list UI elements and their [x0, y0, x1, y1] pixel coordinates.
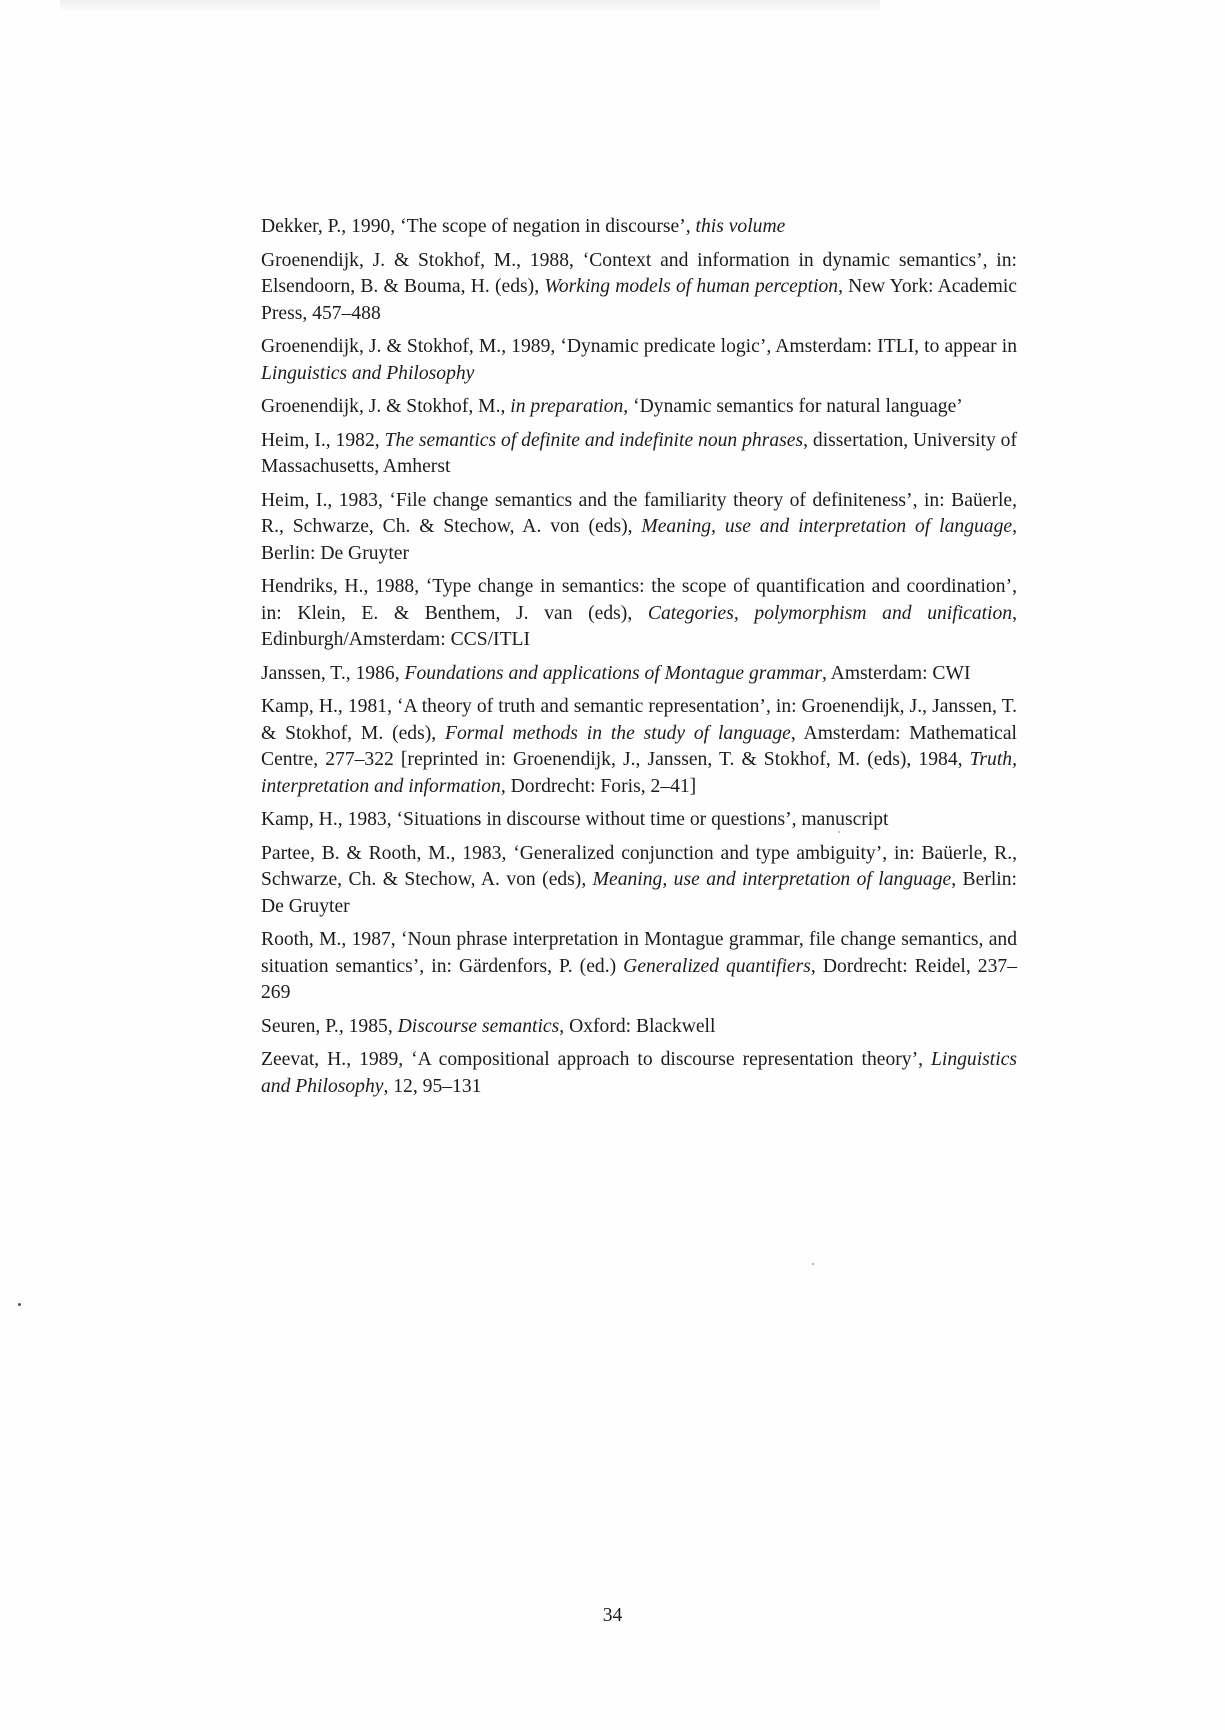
reference-text: , Amsterdam: CWI — [821, 662, 971, 684]
reference-text: , Amsterdam: Mathematical Centre, 277–322 [reprinted in: Groenendijk, J., Janssen, T. & Stokhof, M. (eds), 1984, — [261, 722, 1017, 770]
reference-entry — [261, 694, 1017, 800]
reference-text: , ‘Dynamic semantics for natural language’ — [623, 396, 963, 417]
reference-text: , Oxford: Blackwell — [559, 1015, 716, 1037]
reference-text: , Edinburgh/Amsterdam: CCS/ITLI — [261, 602, 1017, 650]
reference-entry — [261, 334, 1017, 387]
reference-title-italic: Meaning, use and interpretation of language — [641, 516, 1013, 537]
reference-list — [261, 214, 1017, 1107]
reference-text: , 12, 95–131 — [383, 1075, 482, 1097]
reference-text: Rooth, M., 1987, ‘Noun phrase interpretation in Montague grammar, file change semantics, and situation semantics’, in: Gärdenfors, P. (ed.) — [261, 929, 1017, 977]
reference-entry — [261, 394, 1017, 421]
reference-text: Dekker, P., 1990, ‘The scope of negation in discourse’, — [261, 216, 696, 237]
reference-entry — [261, 807, 1017, 834]
reference-text: Janssen, T., 1986, — [261, 662, 405, 684]
scan-speck — [838, 831, 840, 833]
reference-title-italic: Linguistics and Philosophy — [261, 1049, 1017, 1097]
reference-text: , Dordrecht: Reidel, 237–269 — [261, 955, 1017, 1003]
reference-text: Groenendijk, J. & Stokhof, M., 1988, ‘Context and information in dynamic semantics’, in: Elsendoorn, B. & Bouma, H. (eds), — [261, 249, 1017, 297]
reference-title-italic: Linguistics and Philosophy — [261, 362, 475, 384]
reference-title-italic: this volume — [695, 216, 786, 237]
reference-entry — [261, 661, 1017, 688]
reference-entry — [261, 841, 1017, 921]
scan-speck — [18, 1303, 21, 1306]
reference-title-italic: in preparation — [510, 396, 624, 417]
reference-title-italic: Discourse semantics — [397, 1015, 560, 1037]
page-number: 34 — [602, 1605, 623, 1626]
reference-text: , Berlin: De Gruyter — [261, 869, 1017, 917]
reference-text: Partee, B. & Rooth, M., 1983, ‘Generalized conjunction and type ambiguity’, in: Baüerle, R., Schwarze, Ch. & Stechow, A. von (eds), — [261, 842, 1017, 890]
reference-text: Groenendijk, J. & Stokhof, M., 1989, ‘Dynamic predicate logic’, Amsterdam: ITLI, to appear in — [261, 336, 1017, 357]
reference-text: Zeevat, H., 1989, ‘A compositional approach to discourse representation theory’, — [261, 1049, 931, 1070]
reference-text: , Berlin: De Gruyter — [261, 516, 1017, 564]
reference-text: Kamp, H., 1983, ‘Situations in discourse without time or questions’, manuscript — [261, 809, 889, 830]
reference-entry — [261, 248, 1017, 328]
reference-title-italic: The semantics of definite and indefinite noun phrases — [384, 429, 804, 451]
reference-text: Heim, I., 1982, — [261, 429, 385, 451]
reference-entry — [261, 428, 1017, 481]
reference-title-italic: Meaning, use and interpretation of language — [592, 869, 952, 890]
reference-title-italic: Truth, interpretation and information — [261, 749, 1017, 797]
reference-entry — [261, 488, 1017, 568]
reference-title-italic: Working models of human perception — [544, 276, 839, 297]
reference-text: , dissertation, University of Massachusetts, Amherst — [261, 429, 1017, 477]
reference-text: Heim, I., 1983, ‘File change semantics and the familiarity theory of definiteness’, in: Baüerle, R., Schwarze, Ch. & Stechow, A. von (eds), — [261, 489, 1017, 537]
reference-title-italic: Generalized quantifiers — [623, 955, 811, 977]
reference-title-italic: Categories, polymorphism and unification — [647, 602, 1013, 624]
reference-text: Groenendijk, J. & Stokhof, M., — [261, 396, 511, 417]
scan-speck — [812, 1263, 814, 1265]
reference-text: , Dordrecht: Foris, 2–41] — [500, 775, 697, 797]
reference-text: Kamp, H., 1981, ‘A theory of truth and semantic representation’, in: Groenendijk, J., Janssen, T. & Stokhof, M. (eds), — [261, 696, 1017, 744]
reference-text: Hendriks, H., 1988, ‘Type change in semantics: the scope of quantification and coordination’, in: Klein, E. & Benthem, J. van (eds), — [261, 576, 1017, 624]
reference-entry — [261, 1014, 1017, 1041]
reference-entry — [261, 927, 1017, 1007]
reference-entry — [261, 1047, 1017, 1100]
reference-entry — [261, 214, 1017, 241]
scan-edge-shadow — [60, 0, 880, 12]
reference-text: , New York: Academic Press, 457–488 — [261, 276, 1017, 324]
reference-title-italic: Formal methods in the study of language — [444, 722, 791, 744]
reference-entry — [261, 574, 1017, 654]
reference-title-italic: Foundations and applications of Montague grammar — [404, 662, 822, 684]
reference-text: Seuren, P., 1985, — [261, 1015, 398, 1037]
